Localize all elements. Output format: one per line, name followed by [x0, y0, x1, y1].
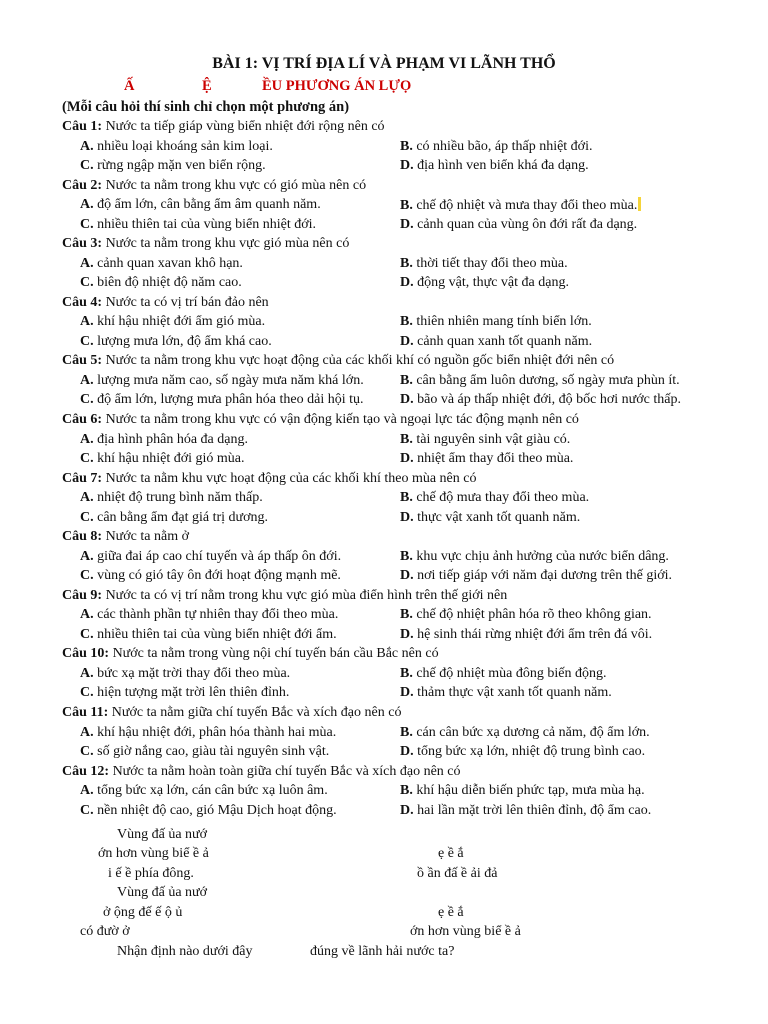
question-number: Câu 7: [62, 470, 103, 486]
option-c [80, 392, 364, 408]
option-letter: A. [80, 548, 98, 564]
text-fragment: có đườ ở [80, 924, 130, 939]
option-a [80, 607, 338, 623]
text-fragment: ẹ ề ắ [438, 846, 464, 861]
option-text: rừng ngập mặn ven biển rộng. [97, 158, 266, 173]
question-text: Nước ta nằm trong khu vực hoạt động của các khối khí có nguồn gốc biển nhiệt đới nên có [102, 353, 615, 369]
question-text: Nước ta có vị trí bán đảo nên [102, 294, 269, 310]
option-letter: A. [80, 607, 98, 623]
option-text: các thành phần tự nhiên thay đổi theo mùa. [97, 607, 339, 623]
option-text: cân bằng ẩm đạt giá trị dương. [97, 509, 269, 525]
text-fragment: Nhận định nào dưới đây [117, 944, 253, 959]
option-a [80, 549, 341, 565]
question-number: Câu 9: [62, 587, 103, 603]
option-text: nhiều loại khoáng sản kim loại. [97, 138, 273, 154]
option-text: tổng bức xạ lớn, nhiệt độ trung bình cao. [417, 744, 646, 759]
option-text: chế độ nhiệt phân hóa rõ theo không gian. [416, 607, 652, 623]
option-text: có nhiều bão, áp thấp nhiệt đới. [416, 138, 593, 154]
option-letter: D. [400, 568, 418, 584]
option-letter: C. [80, 216, 98, 232]
option-letter: B. [400, 665, 417, 681]
option-d [400, 627, 652, 643]
option-letter: B. [400, 255, 417, 271]
question-number: Câu 1: [62, 119, 103, 134]
option-letter: A. [80, 665, 98, 681]
question-stem [62, 412, 579, 428]
option-a [80, 314, 265, 330]
option-letter: B. [400, 138, 417, 154]
option-letter: B. [400, 314, 417, 330]
option-d [400, 275, 569, 291]
option-letter: B. [400, 724, 417, 740]
option-b [400, 432, 570, 448]
option-text: địa hình ven biển khá đa dạng. [417, 158, 589, 173]
option-text: vùng có gió tây ôn đới hoạt động mạnh mẽ. [97, 568, 341, 584]
question-stem [62, 588, 507, 604]
option-c [80, 568, 341, 584]
option-letter: B. [400, 607, 417, 623]
option-text: cán cân bức xạ dương cả năm, độ ẩm lớn. [416, 724, 650, 740]
option-letter: A. [80, 255, 98, 271]
option-letter: D. [400, 626, 418, 642]
question-text: Nước ta có vị trí nằm trong khu vực gió mùa điển hình trên thế giới nên [102, 587, 508, 603]
subtitle-fragment: ỀU PHƯƠNG ÁN LỰ [262, 78, 400, 94]
subtitle-fragment: Ọ [400, 78, 412, 94]
option-a [80, 373, 364, 389]
option-letter: C. [80, 509, 98, 525]
option-c [80, 334, 272, 350]
question-number: Câu 4: [62, 294, 103, 310]
option-text: số giờ nắng cao, giàu tài nguyên sinh vật. [97, 744, 330, 759]
option-d [400, 334, 592, 350]
option-d [400, 685, 612, 701]
question-number: Câu 2: [62, 177, 103, 193]
option-text: giữa đai áp cao chí tuyến và áp thấp ôn đới. [97, 548, 342, 564]
option-text: lượng mưa năm cao, số ngày mưa năm khá lớn. [97, 372, 364, 388]
option-b [400, 314, 592, 330]
option-d [400, 568, 672, 584]
question-number: Câu 3: [62, 236, 103, 252]
option-text: thực vật xanh tốt quanh năm. [417, 509, 581, 525]
option-a [80, 197, 321, 213]
option-letter: A. [80, 431, 98, 447]
option-text: tài nguyên sinh vật giàu có. [416, 431, 571, 447]
option-text: biên độ nhiệt độ năm cao. [97, 275, 242, 291]
option-text: nhiều thiên tai của vùng biển nhiệt đới. [97, 216, 317, 232]
option-text: bão và áp thấp nhiệt đới, độ bốc hơi nước thấp. [417, 392, 681, 408]
text-fragment: i ế ề phía đông. [108, 866, 194, 881]
option-d [400, 803, 651, 819]
option-text: chế độ nhiệt và mưa thay đổi theo mùa. [416, 198, 638, 214]
option-letter: B. [400, 198, 417, 214]
option-letter: D. [400, 158, 418, 173]
option-c [80, 217, 316, 233]
option-text: khí hậu nhiệt đới, phân hóa thành hai mùa. [97, 724, 337, 740]
question-text: Nước ta nằm trong khu vực gió mùa nên có [102, 236, 350, 252]
question-number: Câu 12: [62, 763, 110, 779]
option-letter: A. [80, 197, 98, 213]
option-text: hiện tượng mặt trời lên thiên đỉnh. [97, 685, 290, 701]
option-text: thảm thực vật xanh tốt quanh năm. [417, 685, 612, 701]
option-text: nhiều thiên tai của vùng biển nhiệt đới ẩm. [97, 626, 337, 642]
question-text: Nước ta nằm trong khu vực có gió mùa nên có [102, 177, 367, 193]
option-text: khí hậu diễn biến phức tạp, mưa mùa hạ. [416, 783, 645, 799]
option-text: khí hậu nhiệt đới ẩm gió mùa. [97, 314, 266, 330]
option-text: địa hình phân hóa đa dạng. [97, 431, 248, 447]
text-fragment: đúng về lãnh hải nước ta? [310, 944, 455, 959]
option-a [80, 783, 328, 799]
option-b [400, 725, 650, 741]
option-letter: C. [80, 744, 98, 759]
option-d [400, 158, 589, 174]
option-text: cân bằng ẩm luôn dương, số ngày mưa phùn ít. [416, 372, 680, 388]
option-letter: D. [400, 392, 418, 408]
option-b [400, 549, 669, 565]
option-letter: C. [80, 802, 98, 818]
option-a [80, 139, 273, 155]
option-c [80, 685, 289, 701]
question-stem [62, 178, 366, 194]
option-letter: C. [80, 626, 98, 642]
instruction: (Mỗi câu hỏi thí sinh chỉ chọn một phương án) [62, 99, 350, 115]
option-letter: D. [400, 509, 418, 525]
option-text: hệ sinh thái rừng nhiệt đới ẩm trên đá vôi. [417, 626, 653, 642]
question-number: Câu 11: [62, 705, 109, 720]
option-a [80, 725, 336, 741]
question-stem [62, 119, 385, 135]
option-c [80, 803, 337, 819]
question-number: Câu 5: [62, 353, 103, 369]
question-stem [62, 236, 349, 252]
option-a [80, 666, 290, 682]
text-fragment: ở ộng đế ế ộ ủ [103, 905, 183, 920]
option-c [80, 275, 242, 291]
option-b [400, 139, 592, 155]
option-letter: D. [400, 685, 418, 701]
option-b [400, 783, 645, 799]
question-number: Câu 8: [62, 529, 103, 545]
option-letter: B. [400, 548, 417, 564]
option-c [80, 627, 337, 643]
question-stem [62, 646, 439, 662]
option-letter: B. [400, 783, 417, 799]
text-fragment: Vùng đấ ủa nướ [117, 885, 208, 900]
question-text: Nước ta nằm ở [102, 529, 189, 545]
option-text: chế độ mưa thay đổi theo mùa. [416, 490, 590, 506]
option-text: thiên nhiên mang tính biển lớn. [416, 314, 592, 330]
text-fragment: Vùng đấ ủa nướ [117, 827, 208, 842]
option-c [80, 158, 266, 174]
option-text: tổng bức xạ lớn, cán cân bức xạ luôn âm. [97, 783, 328, 799]
question-stem [62, 705, 401, 721]
option-b [400, 197, 641, 214]
question-text: Nước ta nằm trong khu vực có vận động kiến tạo và ngoại lực tác động mạnh nên có [102, 412, 579, 427]
option-letter: A. [80, 783, 98, 799]
option-text: thời tiết thay đổi theo mùa. [416, 255, 568, 271]
option-letter: D. [400, 275, 418, 291]
option-letter: B. [400, 431, 417, 447]
option-c [80, 510, 268, 526]
option-letter: C. [80, 685, 98, 701]
question-stem [62, 471, 476, 487]
option-b [400, 607, 652, 623]
option-letter: A. [80, 724, 98, 740]
option-text: nhiệt độ trung bình năm thấp. [97, 490, 263, 506]
option-a [80, 490, 263, 506]
option-d [400, 510, 580, 526]
question-text: Nước ta nằm hoàn toàn giữa chí tuyến Bắc và xích đạo nên có [109, 763, 461, 779]
subtitle-fragment: Ệ [202, 78, 212, 94]
option-b [400, 666, 606, 682]
option-c [80, 451, 245, 467]
option-letter: D. [400, 744, 418, 759]
option-text: cảnh quan xanh tốt quanh năm. [417, 333, 593, 349]
option-text: bức xạ mặt trời thay đổi theo mùa. [97, 665, 291, 681]
option-d [400, 744, 645, 760]
option-d [400, 217, 637, 233]
option-a [80, 256, 243, 272]
option-text: hai lần mặt trời lên thiên đỉnh, độ ẩm cao. [417, 802, 652, 818]
option-letter: C. [80, 392, 98, 408]
option-letter: C. [80, 451, 98, 466]
option-letter: C. [80, 275, 98, 291]
option-b [400, 373, 680, 389]
option-letter: A. [80, 372, 98, 388]
option-letter: D. [400, 451, 418, 466]
option-letter: C. [80, 568, 98, 584]
option-letter: A. [80, 490, 98, 506]
option-text: nền nhiệt độ cao, gió Mậu Dịch hoạt động. [97, 802, 337, 818]
option-text: động vật, thực vật đa dạng. [417, 275, 569, 291]
option-letter: D. [400, 333, 418, 349]
question-text: Nước ta nằm giữa chí tuyến Bắc và xích đạo nên có [108, 705, 402, 720]
option-text: lượng mưa lớn, độ ẩm khá cao. [97, 333, 272, 349]
option-text: khu vực chịu ảnh hưởng của nước biển dâng. [416, 548, 669, 564]
option-text: độ ẩm lớn, lượng mưa phân hóa theo dải hội tụ. [97, 392, 364, 408]
option-b [400, 490, 589, 506]
option-d [400, 451, 573, 467]
option-letter: C. [80, 158, 98, 173]
question-stem [62, 353, 614, 369]
question-text: Nước ta nằm trong vùng nội chí tuyến bán cầu Bắc nên có [109, 646, 439, 662]
highlight-mark [638, 197, 641, 211]
option-text: nhiệt ẩm thay đổi theo mùa. [417, 451, 574, 466]
option-text: cảnh quan của vùng ôn đới rất đa dạng. [417, 216, 638, 232]
question-stem [62, 295, 269, 311]
text-fragment: ẹ ề ắ [438, 905, 464, 920]
question-text: Nước ta nằm khu vực hoạt động của các khối khí theo mùa nên có [102, 470, 477, 486]
question-number: Câu 6: [62, 412, 103, 427]
option-letter: A. [80, 314, 98, 330]
option-letter: B. [400, 372, 417, 388]
option-d [400, 392, 681, 408]
option-text: độ ẩm lớn, cân bằng ẩm âm quanh năm. [97, 197, 321, 213]
option-c [80, 744, 329, 760]
option-a [80, 432, 248, 448]
option-letter: D. [400, 216, 418, 232]
option-b [400, 256, 568, 272]
option-letter: C. [80, 333, 98, 349]
question-stem [62, 764, 461, 780]
text-fragment: ồ ần đấ ề ải đả [417, 866, 498, 881]
question-stem [62, 529, 189, 545]
subtitle-fragment: Ấ [124, 78, 135, 94]
text-fragment: ớn hơn vùng biể ề ả [410, 924, 521, 939]
option-letter: A. [80, 138, 98, 154]
question-number: Câu 10: [62, 646, 110, 662]
option-text: khí hậu nhiệt đới gió mùa. [97, 451, 245, 466]
option-letter: D. [400, 802, 418, 818]
text-fragment: ớn hơn vùng biể ề ả [98, 846, 209, 861]
option-text: nơi tiếp giáp với năm đại dương trên thế giới. [417, 568, 673, 584]
page-title: BÀI 1: VỊ TRÍ ĐỊA LÍ VÀ PHẠM VI LÃNH THỔ [212, 55, 556, 72]
option-text: cảnh quan xavan khô hạn. [97, 255, 243, 271]
option-text: chế độ nhiệt mùa đông biến động. [416, 665, 607, 681]
question-text: Nước ta tiếp giáp vùng biển nhiệt đới rộng nên có [102, 119, 385, 134]
option-letter: B. [400, 490, 417, 506]
